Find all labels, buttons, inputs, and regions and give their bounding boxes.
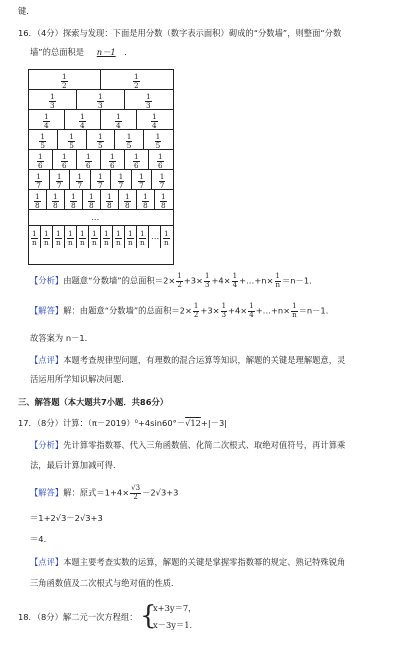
wall-row-3 <box>29 90 173 110</box>
q16-comment-line2: 活运用所学知识解决问题． <box>30 374 130 384</box>
wall-ellipsis: … <box>91 212 100 222</box>
wall-fraction: $\frac{1}{7}$ <box>139 172 144 190</box>
q16-stem-suffix: ． <box>124 47 133 57</box>
wall-fraction: $\frac{1}{8}$ <box>107 192 112 210</box>
fraction-wall <box>28 69 174 265</box>
wall-fraction: $\frac{1}{7}$ <box>159 172 165 190</box>
q18-eq2: x－3y＝1． <box>153 620 198 630</box>
wall-fraction: $\frac{1}{n}$ <box>55 229 61 247</box>
wall-fraction: $\frac{1}{5}$ <box>126 132 132 150</box>
wall-fraction: $\frac{1}{n}$ <box>91 229 97 247</box>
frac-1-nb: $\frac{1}{n}$ <box>292 302 297 319</box>
wall-fraction: $\frac{1}{4}$ <box>44 112 49 130</box>
wall-fraction: $\frac{1}{n}$ <box>103 229 109 247</box>
wall-fraction: $\frac{1}{n}$ <box>79 229 85 247</box>
wall-fraction: $\frac{1}{4}$ <box>152 112 157 130</box>
wall-fraction: $\frac{1}{8}$ <box>89 192 94 210</box>
wall-fraction: $\frac{1}{8}$ <box>161 192 166 210</box>
q17-solution-tag: 【解答】 <box>30 487 64 498</box>
wall-fraction: $\frac{1}{n}$ <box>115 229 121 247</box>
top-fragment: 键． <box>18 6 35 16</box>
wall-fraction: $\frac{1}{4}$ <box>80 112 85 130</box>
wall-fraction: $\frac{1}{6}$ <box>110 152 115 170</box>
frac-1-3b: $\frac{1}{3}$ <box>221 302 227 319</box>
wall-row-8 <box>29 190 173 210</box>
frac-1-2: $\frac{1}{2}$ <box>177 272 182 289</box>
wall-ellipsis-row <box>29 210 173 226</box>
wall-fraction: $\frac{1}{3}$ <box>50 92 55 110</box>
frac-sqrt3-2: $\frac{√3}{2}$ <box>131 484 141 501</box>
q17-abs: +|－3| <box>200 418 228 428</box>
analysis-tail: ＝n－1． <box>281 275 318 286</box>
wall-fraction: $\frac{1}{5}$ <box>69 132 74 150</box>
system-brace: { <box>140 601 157 631</box>
wall-fraction: $\frac{1}{6}$ <box>158 152 163 170</box>
q17-analysis-tag: 【分析】 <box>30 440 64 450</box>
wall-fraction: $\frac{1}{6}$ <box>86 152 91 170</box>
q17-comment-line2: 三角函数值及二次根式与绝对值的性质． <box>30 578 180 588</box>
q16-solution: 【解答】解：由题意“分数墙”的总面积＝2× $\frac{1}{2}$ +3× $\frac{1}{3}$ +4× $\frac{1}{4}$ +…+n× $\frac{1}{n}$ ＝n－1． <box>30 302 335 319</box>
wall-row-6 <box>29 150 173 170</box>
wall-fraction: $\frac{1}{n}$ <box>31 229 37 247</box>
wall-fraction: $\frac{1}{7}$ <box>36 172 41 190</box>
comment-tag: 【点评】 <box>30 355 64 365</box>
wall-fraction: $\frac{1}{8}$ <box>53 192 58 210</box>
q17-solution-text: 解：原式＝1+4× <box>63 487 130 498</box>
q17-solution-tail: －2√3+3 <box>142 487 179 498</box>
wall-fraction: $\frac{1}{6}$ <box>38 152 43 170</box>
q16-stem: 16．（4分）探索与发现：下面是用分数（数字表示面积）砌成的“分数墙”，则整面“分数 <box>18 28 342 38</box>
wall-row-7 <box>29 170 173 190</box>
frac-1-2b: $\frac{1}{2}$ <box>193 302 199 319</box>
wall-fraction: $\frac{1}{6}$ <box>62 152 67 170</box>
q17-solution <box>30 485 178 501</box>
analysis-tag: 【分析】 <box>30 275 64 286</box>
q17-stem <box>18 418 227 429</box>
q17-step2: ＝1+2√3－2√3+3 <box>30 513 103 523</box>
wall-row-5 <box>29 130 173 150</box>
wall-fraction: $\frac{1}{8}$ <box>125 192 130 210</box>
q16-stem-prefix: 墙”的总面积是 <box>30 47 85 57</box>
q17-analysis-line2: 法，最后计算加减可得． <box>30 460 122 470</box>
wall-fraction: $\frac{1}{2}$ <box>62 72 67 90</box>
frac-1-4: $\frac{1}{4}$ <box>232 272 238 289</box>
wall-fraction: $\frac{1}{3}$ <box>146 92 151 110</box>
frac-1-4b: $\frac{1}{4}$ <box>249 302 254 319</box>
wall-fraction: $\frac{1}{n}$ <box>43 229 49 247</box>
solution-tail: ＝n－1． <box>298 305 335 316</box>
wall-fraction: $\frac{1}{7}$ <box>118 172 124 190</box>
solution-text: 解：由题意“分数墙”的总面积＝2× <box>63 305 192 316</box>
wall-fraction: $\frac{1}{5}$ <box>98 132 103 150</box>
wall-fraction: $\frac{1}{4}$ <box>116 112 121 130</box>
frac-1-n: $\frac{1}{n}$ <box>275 272 280 289</box>
wall-fraction: $\frac{1}{5}$ <box>155 132 161 150</box>
wall-row-2 <box>29 70 173 90</box>
q17-analysis-line1 <box>30 440 345 451</box>
q16-conclusion: 故答案为 n－1． <box>30 333 93 343</box>
wall-fraction: $\frac{1}{7}$ <box>56 172 62 190</box>
q17-comment-text: 本题主要考查实数的运算，解题的关键是掌握零指数幂的规定、熟记特殊锐角 <box>63 557 346 567</box>
q17-comment-tag: 【点评】 <box>30 557 64 567</box>
wall-fraction: $\frac{1}{n}$ <box>139 229 145 247</box>
wall-fraction: $\frac{1}{7}$ <box>77 172 83 190</box>
q16-comment-line1 <box>30 355 345 366</box>
q16-stem-line2 <box>30 47 133 58</box>
q18-stem: 18．（8分）解二元一次方程组： <box>18 612 138 622</box>
section-3-title: 三、解答题（本大题共7小题．共86分） <box>18 397 169 407</box>
wall-row-n <box>29 226 173 248</box>
wall-fraction: $\frac{1}{2}$ <box>134 72 139 90</box>
wall-fraction: $\frac{1}{3}$ <box>98 92 103 110</box>
wall-fraction: $\frac{1}{8}$ <box>35 192 40 210</box>
sqrt-12: √12 <box>185 418 201 428</box>
wall-fraction: $\frac{1}{n}$ <box>127 229 133 247</box>
wall-fraction: $\frac{1}{8}$ <box>143 192 148 210</box>
wall-fraction: $\frac{1}{6}$ <box>134 152 139 170</box>
q17-step3: ＝4． <box>30 534 52 544</box>
q16-answer: n－1 <box>96 47 116 57</box>
q17-stem-text: 17．（8分）计算：（π－2019）⁰+4sin60°－ <box>18 418 186 428</box>
wall-last-gap: … <box>151 231 160 241</box>
q18-eq1: x+3y＝7， <box>153 603 197 613</box>
wall-fraction: $\frac{1}{5}$ <box>40 132 46 150</box>
frac-1-3: $\frac{1}{3}$ <box>204 272 210 289</box>
q17-comment-line1 <box>30 557 345 568</box>
q17-analysis-text: 先计算零指数幂、代入三角函数值、化简二次根式、取绝对值符号，再计算乘 <box>63 440 346 450</box>
wall-fraction: $\frac{1}{n}$ <box>67 229 73 247</box>
analysis-text: 由题意“分数墙”的总面积＝2× <box>63 275 176 286</box>
q16-analysis: 【分析】由题意“分数墙”的总面积＝2× $\frac{1}{2}$ +3× $\frac{1}{3}$ +4× $\frac{1}{4}$ +…+n× $\frac{1}{n}$ ＝n－1． <box>30 272 318 289</box>
wall-row-4 <box>29 110 173 130</box>
solution-tag: 【解答】 <box>30 305 64 316</box>
comment-text: 本题考查规律型问题，有理数的混合运算等知识，解题的关键是理解题意，灵 <box>63 355 346 365</box>
wall-fraction: $\frac{1}{7}$ <box>98 172 103 190</box>
wall-fraction: $\frac{1}{n}$ <box>163 229 169 247</box>
wall-fraction: $\frac{1}{8}$ <box>71 192 76 210</box>
